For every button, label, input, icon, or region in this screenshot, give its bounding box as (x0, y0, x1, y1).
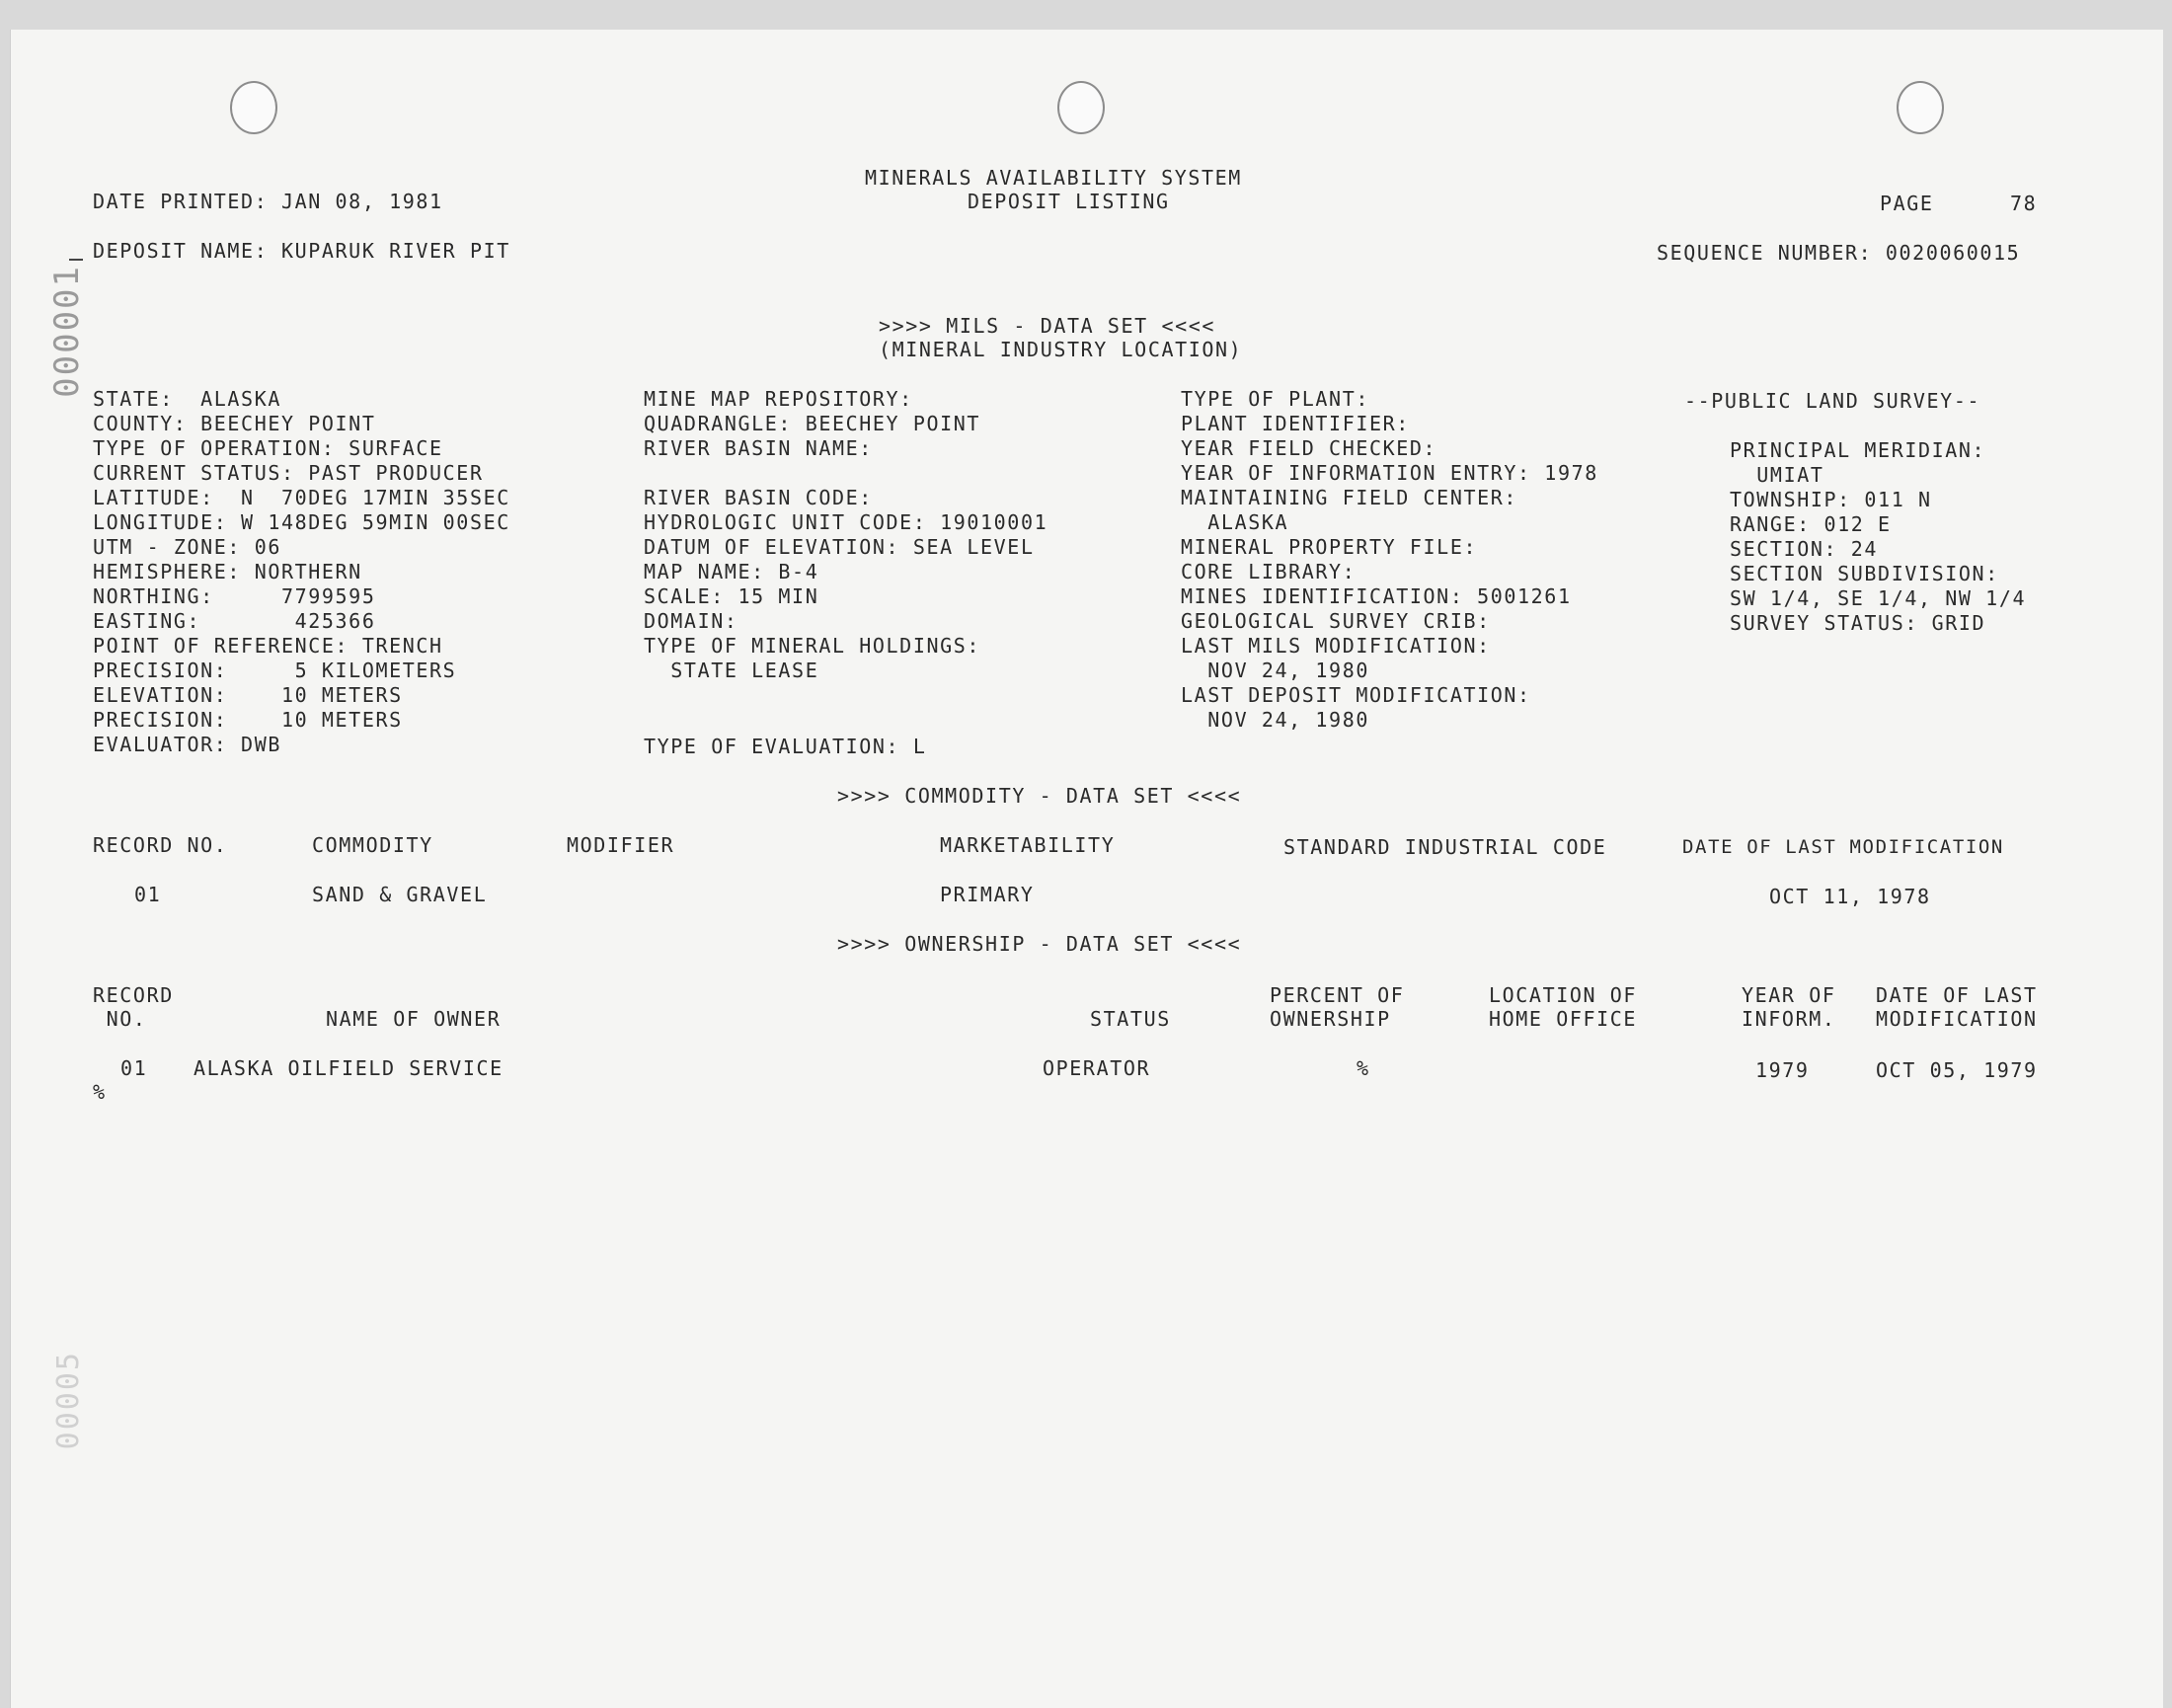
field-northing: NORTHING: 7799595 (93, 584, 376, 608)
col-header-last-modification: DATE OF LAST MODIFICATION (1682, 836, 2004, 858)
field-quadrangle: QUADRANGLE: BEECHEY POINT (644, 412, 981, 435)
field-map-name: MAP NAME: B-4 (644, 560, 819, 583)
field-current-status: CURRENT STATUS: PAST PRODUCER (93, 461, 484, 485)
mils-subheading: (MINERAL INDUSTRY LOCATION) (879, 338, 1243, 361)
cell-marketability: PRIMARY (940, 883, 1035, 906)
field-principal-meridian: PRINCIPAL MERIDIAN: (1730, 438, 1986, 462)
field-last-deposit-modification-date: NOV 24, 1980 (1181, 708, 1369, 732)
col-header-modifier: MODIFIER (567, 833, 675, 857)
cell-commodity: SAND & GRAVEL (312, 883, 488, 906)
col-header-commodity: COMMODITY (312, 833, 433, 857)
col-header-record-no: NO. (93, 1007, 147, 1031)
ownership-footnote: % (93, 1080, 107, 1104)
field-state: STATE: ALASKA (93, 387, 281, 411)
field-mines-identification: MINES IDENTIFICATION: 5001261 (1181, 584, 1572, 608)
field-section: SECTION: 24 (1730, 537, 1879, 561)
field-meridian-value: UMIAT (1730, 463, 1824, 487)
col-header-modification: MODIFICATION (1876, 1007, 2038, 1031)
col-header-location: LOCATION OF (1489, 983, 1638, 1007)
page-label: PAGE (1880, 192, 1934, 215)
field-mine-map-repository: MINE MAP REPOSITORY: (644, 387, 913, 411)
col-header-inform: INFORM. (1742, 1007, 1836, 1031)
field-datum-of-elevation: DATUM OF ELEVATION: SEA LEVEL (644, 535, 1035, 559)
system-title: MINERALS AVAILABILITY SYSTEM (865, 166, 1242, 190)
field-geological-survey-crib: GEOLOGICAL SURVEY CRIB: (1181, 609, 1491, 633)
field-county: COUNTY: BEECHEY POINT (93, 412, 376, 435)
field-core-library: CORE LIBRARY: (1181, 560, 1357, 583)
field-mineral-property-file: MINERAL PROPERTY FILE: (1181, 535, 1478, 559)
field-type-of-plant: TYPE OF PLANT: (1181, 387, 1369, 411)
field-last-mils-modification-date: NOV 24, 1980 (1181, 659, 1369, 682)
field-mineral-holdings: TYPE OF MINERAL HOLDINGS: (644, 634, 981, 658)
field-survey-status: SURVEY STATUS: GRID (1730, 611, 1986, 635)
printout-page (10, 30, 2163, 1708)
cell-last-modification: OCT 11, 1978 (1769, 885, 1931, 908)
field-river-basin-code: RIVER BASIN CODE: (644, 486, 873, 509)
col-header-percent: PERCENT OF (1270, 983, 1405, 1007)
field-last-mils-modification: LAST MILS MODIFICATION: (1181, 634, 1491, 658)
field-subdivision-value: SW 1/4, SE 1/4, NW 1/4 (1730, 586, 2027, 610)
field-elevation: ELEVATION: 10 METERS (93, 683, 403, 707)
binder-hole-left (230, 81, 277, 134)
field-year-field-checked: YEAR FIELD CHECKED: (1181, 436, 1437, 460)
field-year-info-entry: YEAR OF INFORMATION ENTRY: 1978 (1181, 461, 1598, 485)
field-evaluator: EVALUATOR: DWB (93, 733, 281, 756)
col-header-status: STATUS (1090, 1007, 1171, 1031)
cell-status: OPERATOR (1043, 1056, 1151, 1080)
margin-tick (69, 259, 83, 261)
col-header-record: RECORD (93, 983, 174, 1007)
margin-stamp: 000001 (47, 265, 87, 398)
col-header-year-of: YEAR OF (1742, 983, 1836, 1007)
binder-hole-center (1057, 81, 1105, 134)
field-domain: DOMAIN: (644, 609, 738, 633)
field-last-deposit-modification: LAST DEPOSIT MODIFICATION: (1181, 683, 1531, 707)
field-precision-m: PRECISION: 10 METERS (93, 708, 403, 732)
field-precision-km: PRECISION: 5 KILOMETERS (93, 659, 457, 682)
sequence-number: SEQUENCE NUMBER: 0020060015 (1657, 241, 2021, 265)
field-river-basin-name: RIVER BASIN NAME: (644, 436, 873, 460)
mils-heading: >>>> MILS - DATA SET <<<< (879, 314, 1216, 338)
cell-owner-name: ALASKA OILFIELD SERVICE (194, 1056, 504, 1080)
field-range: RANGE: 012 E (1730, 512, 1892, 536)
col-header-ownership: OWNERSHIP (1270, 1007, 1391, 1031)
cell-record-no: 01 (120, 1056, 148, 1080)
ownership-heading: >>>> OWNERSHIP - DATA SET <<<< (837, 932, 1242, 956)
field-mineral-holdings-value: STATE LEASE (644, 659, 819, 682)
field-latitude: LATITUDE: N 70DEG 17MIN 35SEC (93, 486, 510, 509)
field-hemisphere: HEMISPHERE: NORTHERN (93, 560, 362, 583)
field-longitude: LONGITUDE: W 148DEG 59MIN 00SEC (93, 510, 510, 534)
field-type-of-evaluation: TYPE OF EVALUATION: L (644, 735, 927, 758)
cell-last-modification: OCT 05, 1979 (1876, 1058, 2038, 1082)
field-scale: SCALE: 15 MIN (644, 584, 819, 608)
field-easting: EASTING: 425366 (93, 609, 376, 633)
field-field-center-value: ALASKA (1181, 510, 1289, 534)
field-hydrologic-unit-code: HYDROLOGIC UNIT CODE: 19010001 (644, 510, 1048, 534)
field-section-subdivision: SECTION SUBDIVISION: (1730, 562, 1999, 585)
margin-stamp-faint: 00005 (51, 1351, 86, 1450)
commodity-heading: >>>> COMMODITY - DATA SET <<<< (837, 784, 1242, 808)
binder-hole-right (1897, 81, 1944, 134)
col-header-home-office: HOME OFFICE (1489, 1007, 1638, 1031)
date-printed: DATE PRINTED: JAN 08, 1981 (93, 190, 443, 213)
col-header-record-no: RECORD NO. (93, 833, 228, 857)
cell-record-no: 01 (134, 883, 162, 906)
field-utm-zone: UTM - ZONE: 06 (93, 535, 281, 559)
col-header-name-of-owner: NAME OF OWNER (326, 1007, 502, 1031)
page-number: 78 (2010, 192, 2038, 215)
field-operation-type: TYPE OF OPERATION: SURFACE (93, 436, 443, 460)
field-plant-identifier: PLANT IDENTIFIER: (1181, 412, 1410, 435)
col-header-date-of-last: DATE OF LAST (1876, 983, 2038, 1007)
col-header-marketability: MARKETABILITY (940, 833, 1116, 857)
field-maintaining-field-center: MAINTAINING FIELD CENTER: (1181, 486, 1518, 509)
field-point-of-reference: POINT OF REFERENCE: TRENCH (93, 634, 443, 658)
listing-title: DEPOSIT LISTING (968, 190, 1170, 213)
public-land-survey-heading: --PUBLIC LAND SURVEY-- (1684, 389, 1981, 413)
cell-percent: % (1357, 1056, 1370, 1080)
col-header-sic: STANDARD INDUSTRIAL CODE (1283, 835, 1607, 859)
deposit-name: DEPOSIT NAME: KUPARUK RIVER PIT (93, 239, 510, 263)
cell-year: 1979 (1755, 1058, 1810, 1082)
field-township: TOWNSHIP: 011 N (1730, 488, 1932, 511)
